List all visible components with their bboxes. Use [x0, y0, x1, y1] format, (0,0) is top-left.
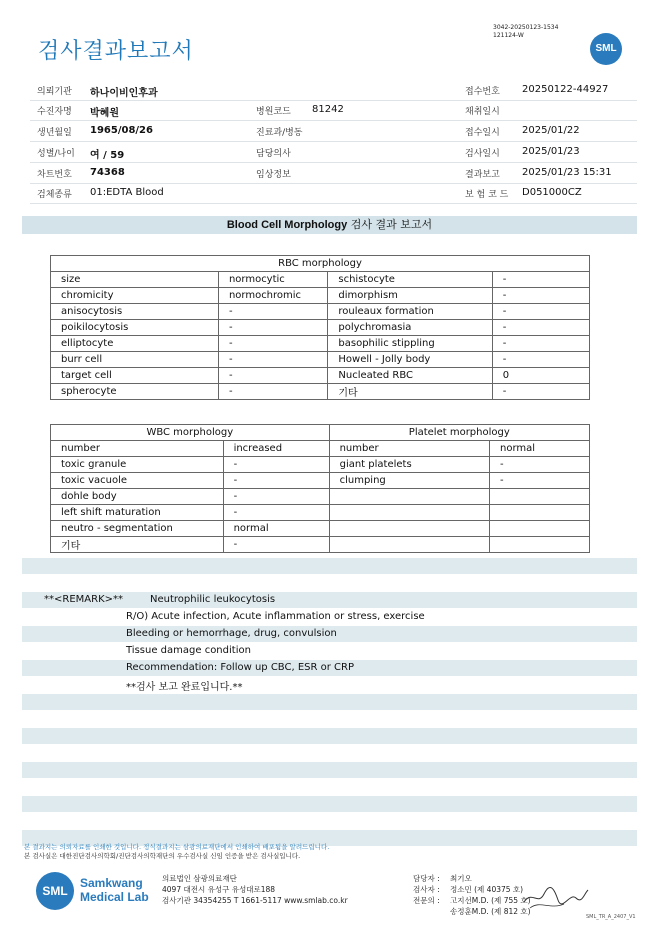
morphology-result: -: [223, 489, 329, 505]
morphology-item: burr cell: [51, 352, 219, 368]
remark-line: Bleeding or hemorrhage, drug, convulsion: [126, 628, 337, 639]
field-value: 하나이비인후과: [90, 88, 158, 99]
morphology-result: -: [218, 320, 327, 336]
table-row: [51, 505, 590, 521]
remark-line: Recommendation: Follow up CBC, ESR or CRP: [126, 662, 354, 673]
morphology-item: number: [329, 441, 489, 457]
morphology-item: polychromasia: [328, 320, 492, 336]
morphology-result: -: [218, 336, 327, 352]
form-code: SML_TR_A_2407_V1: [586, 914, 636, 920]
remark-label: **<REMARK>**: [44, 594, 123, 605]
morphology-result: [490, 521, 590, 537]
morphology-result: -: [223, 473, 329, 489]
morphology-item: size: [51, 272, 219, 288]
morphology-result: -: [490, 457, 590, 473]
field-label: 수진자명: [37, 107, 72, 117]
brand-name: Samkwang Medical Lab: [80, 876, 149, 904]
morphology-item: giant platelets: [329, 457, 489, 473]
page-title: 검사결과보고서: [38, 39, 194, 64]
table-row: [51, 441, 590, 457]
morphology-item: basophilic stippling: [328, 336, 492, 352]
section-title: Blood Cell Morphology 검사 결과 보고서: [22, 216, 637, 234]
footer-note: 본 결과지는 의뢰자료를 인쇄한 것입니다. 정식결과지는 삼광의료재단에서 인쇄하여 배포됨을 알려드립니다.: [24, 843, 330, 851]
morphology-result: increased: [223, 441, 329, 457]
morphology-result: normal: [490, 441, 590, 457]
table-row: [51, 384, 590, 400]
field-label: 담당의사: [256, 149, 291, 159]
morphology-result: -: [492, 272, 589, 288]
morphology-item: Howell - Jolly body: [328, 352, 492, 368]
band-stripe: [22, 728, 637, 744]
morphology-result: -: [218, 384, 327, 400]
morphology-item: toxic vacuole: [51, 473, 224, 489]
morphology-item: [329, 489, 489, 505]
morphology-result: -: [223, 537, 329, 553]
table-row: [51, 288, 590, 304]
field-label: 검체종류: [37, 190, 72, 200]
remark-line: R/O) Acute infection, Acute inflammation or stress, exercise: [126, 611, 425, 622]
morphology-item: rouleaux formation: [328, 304, 492, 320]
field-value: 74368: [90, 167, 125, 178]
field-value: 2025/01/23 15:31: [522, 167, 612, 178]
org-name: 의료법인 삼광의료재단: [162, 874, 237, 883]
field-label: 진료과/병동: [256, 128, 303, 138]
field-label: 채취일시: [465, 107, 500, 117]
staff-name: 정소민 (제 40375 호): [450, 885, 524, 894]
morphology-item: Nucleated RBC: [328, 368, 492, 384]
field-label: 병원코드: [256, 107, 291, 117]
org-contact: 검사기관 34354255 T 1661-5117 www.smlab.co.kr: [162, 896, 348, 905]
rbc-morphology-table: [50, 255, 590, 400]
field-value: 박혜원: [90, 108, 119, 119]
morphology-result: -: [218, 304, 327, 320]
morphology-item: poikilocytosis: [51, 320, 219, 336]
rbc-header: RBC morphology: [51, 256, 590, 272]
info-row: [30, 121, 637, 142]
morphology-result: -: [223, 457, 329, 473]
staff-name: 송정훈M.D. (제 812 호): [450, 907, 531, 916]
sml-logo: SML: [590, 33, 622, 65]
remark-line: **검사 보고 완료입니다.**: [126, 682, 243, 693]
sml-logo: SML: [36, 872, 74, 910]
field-label: 차트번호: [37, 170, 72, 180]
remark-line: Tissue damage condition: [126, 645, 251, 656]
morphology-item: [329, 505, 489, 521]
org-address: 4097 대전시 유성구 유성대로188: [162, 885, 276, 894]
info-row: [30, 80, 637, 101]
morphology-item: left shift maturation: [51, 505, 224, 521]
morphology-item: [329, 537, 489, 553]
morphology-item: 기타: [328, 384, 492, 400]
footer-note: 본 검사실은 대한진단검사의학회/진단검사의학재단의 우수검사실 신임 인증을 받은 검사실입니다.: [24, 852, 301, 860]
morphology-result: -: [218, 368, 327, 384]
morphology-result: -: [492, 352, 589, 368]
field-value: 20250122-44927: [522, 84, 609, 95]
morphology-result: -: [492, 336, 589, 352]
field-value: 2025/01/23: [522, 146, 580, 157]
staff-role: 전문의 :: [413, 896, 440, 905]
table-row: [51, 537, 590, 553]
morphology-result: -: [492, 304, 589, 320]
morphology-result: normal: [223, 521, 329, 537]
field-value: D051000CZ: [522, 187, 582, 198]
info-row: [30, 183, 637, 204]
morphology-result: -: [492, 288, 589, 304]
wbc-header: WBC morphology: [51, 425, 330, 441]
staff-name: 고지선M.D. (제 755 호): [450, 896, 531, 905]
field-label: 임상정보: [256, 170, 291, 180]
morphology-item: schistocyte: [328, 272, 492, 288]
field-value: 1965/08/26: [90, 125, 153, 136]
table-row: [51, 457, 590, 473]
band-stripe: [22, 796, 637, 812]
table-row: [51, 336, 590, 352]
table-row: [51, 489, 590, 505]
signature: [520, 880, 590, 912]
table-row: [51, 352, 590, 368]
staff-role: 담당자 :: [413, 874, 440, 883]
staff-name: 최기오: [450, 874, 472, 883]
morphology-result: [490, 537, 590, 553]
table-row: [51, 521, 590, 537]
info-row: [30, 142, 637, 163]
field-label: 생년월일: [37, 128, 72, 138]
band-stripe: [22, 762, 637, 778]
morphology-item: elliptocyte: [51, 336, 219, 352]
table-row: [51, 304, 590, 320]
morphology-result: -: [492, 320, 589, 336]
morphology-item: target cell: [51, 368, 219, 384]
table-row: [51, 320, 590, 336]
info-row: [30, 163, 637, 184]
morphology-result: normocytic: [218, 272, 327, 288]
morphology-item: neutro - segmentation: [51, 521, 224, 537]
morphology-item: anisocytosis: [51, 304, 219, 320]
field-label: 검사일시: [465, 149, 500, 159]
morphology-item: clumping: [329, 473, 489, 489]
morphology-result: normochromic: [218, 288, 327, 304]
field-label: 접수번호: [465, 87, 500, 97]
table-row: [51, 272, 590, 288]
morphology-item: [329, 521, 489, 537]
field-value: 81242: [312, 104, 344, 115]
staff-role: 검사자 :: [413, 885, 440, 894]
band-stripe: [22, 558, 637, 574]
table-row: [51, 368, 590, 384]
field-label: 보 험 코 드: [465, 190, 509, 200]
morphology-item: spherocyte: [51, 384, 219, 400]
morphology-item: toxic granule: [51, 457, 224, 473]
document-code: 3042-20250123-1534 121124-W: [493, 24, 559, 39]
field-label: 접수일시: [465, 128, 500, 138]
morphology-result: -: [223, 505, 329, 521]
morphology-item: dohle body: [51, 489, 224, 505]
morphology-item: 기타: [51, 537, 224, 553]
wbc-platelet-table: [50, 424, 590, 553]
field-label: 의뢰기관: [37, 87, 72, 97]
morphology-result: [490, 489, 590, 505]
table-row: [51, 473, 590, 489]
morphology-result: -: [492, 384, 589, 400]
morphology-item: dimorphism: [328, 288, 492, 304]
morphology-result: [490, 505, 590, 521]
remark-line: Neutrophilic leukocytosis: [150, 594, 276, 605]
field-label: 성별/나이: [37, 149, 75, 159]
field-value: 2025/01/22: [522, 125, 580, 136]
field-value: 01:EDTA Blood: [90, 187, 164, 198]
morphology-item: chromicity: [51, 288, 219, 304]
field-value: 여 / 59: [90, 150, 125, 161]
field-label: 결과보고: [465, 170, 500, 180]
band-stripe: [22, 694, 637, 710]
morphology-result: -: [218, 352, 327, 368]
info-row: [30, 100, 637, 121]
platelet-header: Platelet morphology: [329, 425, 589, 441]
morphology-result: -: [490, 473, 590, 489]
morphology-item: number: [51, 441, 224, 457]
morphology-result: 0: [492, 368, 589, 384]
